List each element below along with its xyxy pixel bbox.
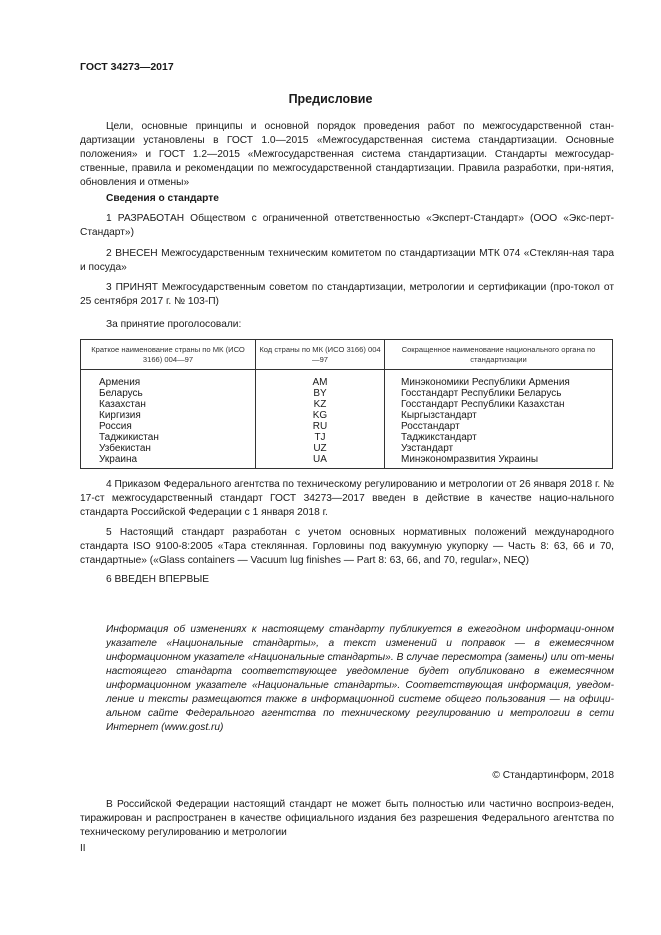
item-first-introduced: 6 ВВЕДЕН ВПЕРВЫЕ [106, 574, 210, 585]
table-row [81, 432, 613, 443]
body-cell: Узстандарт [385, 443, 613, 454]
item-introduced: 2 ВНЕСЕН Межгосударственным техническим комитетом по стандартизации МТК 074 «Стеклян-ная тара и посуда» [80, 248, 614, 273]
column-header-code: Код страны по МК (ИСО 3166) 004—97 [256, 340, 385, 370]
standard-info-heading: Сведения о стандарте [106, 193, 219, 204]
code-cell: AM [256, 370, 385, 389]
column-header-country: Краткое наименование страны по МК (ИСО 3166) 004—97 [81, 340, 256, 370]
code-cell: KG [256, 410, 385, 421]
copyright-line: © Стандартинформ, 2018 [492, 770, 614, 781]
body-cell: Росстандарт [385, 421, 613, 432]
voting-table [80, 339, 613, 469]
country-cell: Россия [81, 421, 256, 432]
country-cell: Узбекистан [81, 443, 256, 454]
country-cell: Киргизия [81, 410, 256, 421]
voted-label: За принятие проголосовали: [106, 319, 242, 330]
table-row [81, 370, 613, 389]
table-row [81, 388, 613, 399]
country-cell: Украина [81, 454, 256, 469]
item-developed: 1 РАЗРАБОТАН Обществом с ограниченной ответственностью «Эксперт-Стандарт» (ООО «Экс-перт-Стандарт») [80, 213, 614, 238]
item-order: 4 Приказом Федерального агентства по техническому регулированию и метрологии от 26 января 2018 г. № 17-ст межгосударственный стандарт ГОСТ 34273—2017 введен в действие в качестве нацио-нального стандарта Российской Федерации с 1 января 2018 г. [80, 479, 615, 518]
body-cell: Минэкономразвития Украины [385, 454, 613, 469]
country-cell: Армения [81, 370, 256, 389]
body-cell: Госстандарт Республики Беларусь [385, 388, 613, 399]
table-header-row [81, 340, 613, 370]
page-title: Предисловие [288, 92, 373, 106]
table-row [81, 399, 613, 410]
table-row [81, 421, 613, 432]
country-cell: Беларусь [81, 388, 256, 399]
page-number: II [80, 843, 86, 854]
column-header-body: Сокращенное наименование национального органа по стандартизации [385, 340, 613, 370]
item-iso-basis: 5 Настоящий стандарт разработан с учетом основных нормативных положений международного стандарта ISO 9100-8:2005 «Тара стеклянная. Горловины под вакуумную укупорку — Часть 8: 63, 66 и 70, стандартные» («Glass containers — Vacuum lug finishes — Part 8: 63, 66, and 70, regular», NEQ) [80, 527, 614, 566]
standard-code-header: ГОСТ 34273—2017 [80, 61, 174, 73]
intro-paragraph: Цели, основные принципы и основной порядок проведения работ по межгосударственной стан-дартизации установлены в ГОСТ 1.0—2015 «Межгосударственная система стандартизации. Основные положения» и ГОСТ 1.2—2015 «Межгосударственная система стандартизации. Стандарты межгосудар-ственные, правила и рекомендации по межгосударственной стандартизации. Правила разработки, при-нятия, обновления и отмены» [80, 121, 614, 188]
changes-info-notice: Информация об изменениях к настоящему стандарту публикуется в ежегодном информаци-онном указателе «Национальные стандарты», а текст изменений и поправок — в ежемесячном информационном указателе «Национальные стандарты». В случае пересмотра (замены) или от-мены настоящего стандарта соответствующее уведомление будет опубликовано в ежемесячном информационном указателе «Национальные стандарты». Соответствующая информация, уведом-ление и тексты размещаются также в информационной системе общего пользования — на офици-альном сайте Федерального агентства по техническому регулированию и метрологии в сети Интернет (www.gost.ru) [106, 624, 614, 733]
body-cell: Кыргызстандарт [385, 410, 613, 421]
item-adopted: 3 ПРИНЯТ Межгосударственным советом по стандартизации, метрологии и сертификации (про-токол от 25 сентября 2017 г. № 103-П) [80, 282, 614, 307]
body-cell: Минэкономики Республики Армения [385, 370, 613, 389]
code-cell: TJ [256, 432, 385, 443]
code-cell: UA [256, 454, 385, 469]
code-cell: RU [256, 421, 385, 432]
body-cell: Госстандарт Республики Казахстан [385, 399, 613, 410]
reproduction-notice: В Российской Федерации настоящий стандарт не может быть полностью или частично воспроиз-веден, тиражирован и распространен в качестве официального издания без разрешения Федерального агентства по техническому регулированию и метрологии [80, 799, 614, 838]
table-row [81, 454, 613, 469]
body-cell: Таджикстандарт [385, 432, 613, 443]
code-cell: BY [256, 388, 385, 399]
code-cell: UZ [256, 443, 385, 454]
table-row [81, 410, 613, 421]
country-cell: Таджикистан [81, 432, 256, 443]
country-cell: Казахстан [81, 399, 256, 410]
code-cell: KZ [256, 399, 385, 410]
table-row [81, 443, 613, 454]
